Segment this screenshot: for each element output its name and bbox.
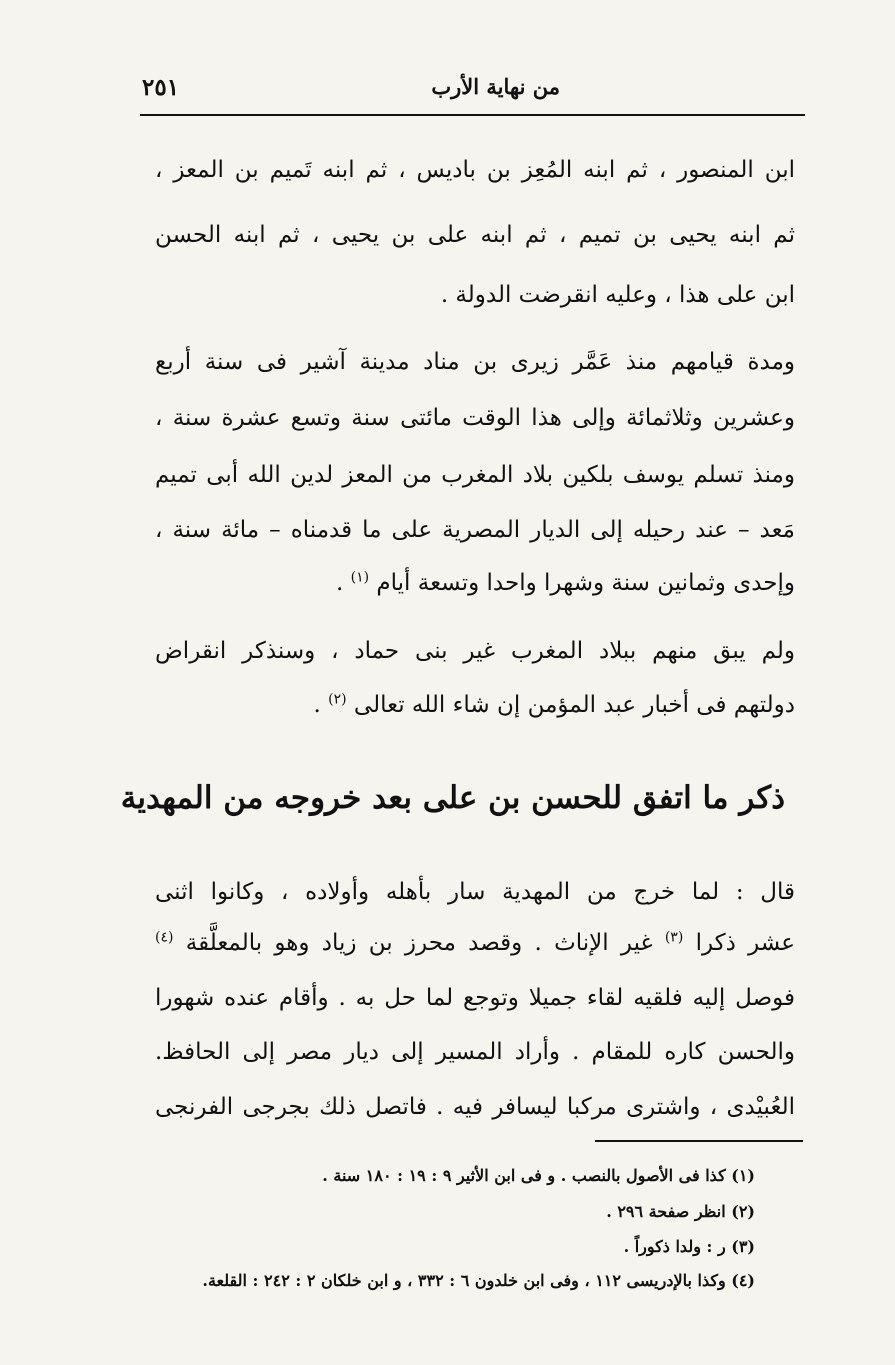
footnote: (٣) ر : ولدا ذكوراً . <box>623 1237 755 1256</box>
line-text: غير الإناث . وقصد محرز بن زياد وهو بالمعلَّقة <box>185 930 653 956</box>
line-text: . <box>313 692 321 718</box>
text-line: ثم ابنه يحيى بن تميم ، ثم ابنه على بن يحيى ، ثم ابنه الحسن <box>155 222 795 248</box>
text-line: ابن المنصور ، ثم ابنه المُعِز بن باديس ، ثم ابنه تَميم بن المعز ، <box>155 157 795 183</box>
line-text: دولتهم فى أخبار عبد المؤمن إن شاء الله تعالى <box>353 692 795 718</box>
running-title: من نهاية الأرب <box>431 74 560 99</box>
text-line: ومدة قيامهم منذ عَمَّر زيرى بن مناد مدينة آشير فى سنة أربع <box>155 349 795 375</box>
text-line: فوصل إليه فلقيه لقاء جميلا وتوجع لما حل به . وأقام عنده شهورا <box>155 985 795 1011</box>
footnote: (٤) وكذا بالإدريسى ١١٢ ، وفى ابن خلدون ٦ : ٣٣٢ ، و ابن خلكان ٢ : ٢٤٢ : القلعة. <box>202 1271 755 1290</box>
footnote-divider <box>595 1140 803 1142</box>
text-line: وعشرين وثلاثمائة وإلى هذا الوقت مائتى سنة وتسع عشرة سنة ، <box>155 405 795 431</box>
text-line: مَعد – عند رحيله إلى الديار المصرية على ما قدمناه – مائة سنة ، <box>155 517 795 543</box>
line-text: عشر ذكرا <box>695 930 796 956</box>
footnote-ref: (٣) <box>664 929 684 946</box>
text-line: ابن على هذا ، وعليه انقرضت الدولة . <box>440 282 795 308</box>
running-header <box>140 70 805 116</box>
line-text: . <box>336 570 344 596</box>
footnote-ref: (٤) <box>155 929 174 946</box>
footnote-ref: (٢) <box>328 691 347 708</box>
text-line <box>155 568 795 598</box>
text-line: العُبيْدى ، واشترى مركبا ليسافر فيه . فاتصل ذلك بجرجى الفرنجى <box>155 1094 795 1120</box>
footnote-ref: (١) <box>350 569 370 586</box>
line-text: وإحدى وثمانين سنة وشهرا واحدا وتسعة أيام <box>376 570 795 596</box>
text-line: ومنذ تسلم يوسف بلكين بلاد المغرب من المعز لدين الله أبى تميم <box>155 462 795 488</box>
text-line: والحسن كاره للمقام . وأراد المسير إلى ديار مصر إلى الحافظ. <box>155 1039 795 1065</box>
section-heading: ذكر ما اتفق للحسن بن على بعد خروجه من المهدية <box>120 780 785 816</box>
text-line <box>155 928 795 958</box>
text-line: قال : لما خرج من المهدية سار بأهله وأولاده ، وكانوا اثنى <box>155 879 795 905</box>
text-line: ولم يبق منهم ببلاد المغرب غير بنى حماد ، وسنذكر انقراض <box>155 638 795 664</box>
page-number: ٢٥١ <box>142 74 180 101</box>
text-line <box>155 690 795 720</box>
footnote: (١) كذا فى الأصول بالنصب . و فى ابن الأثير ٩ : ١٩ : ١٨٠ سنة . <box>322 1166 755 1185</box>
footnote: (٢) انظر صفحة ٢٩٦ . <box>606 1202 755 1221</box>
